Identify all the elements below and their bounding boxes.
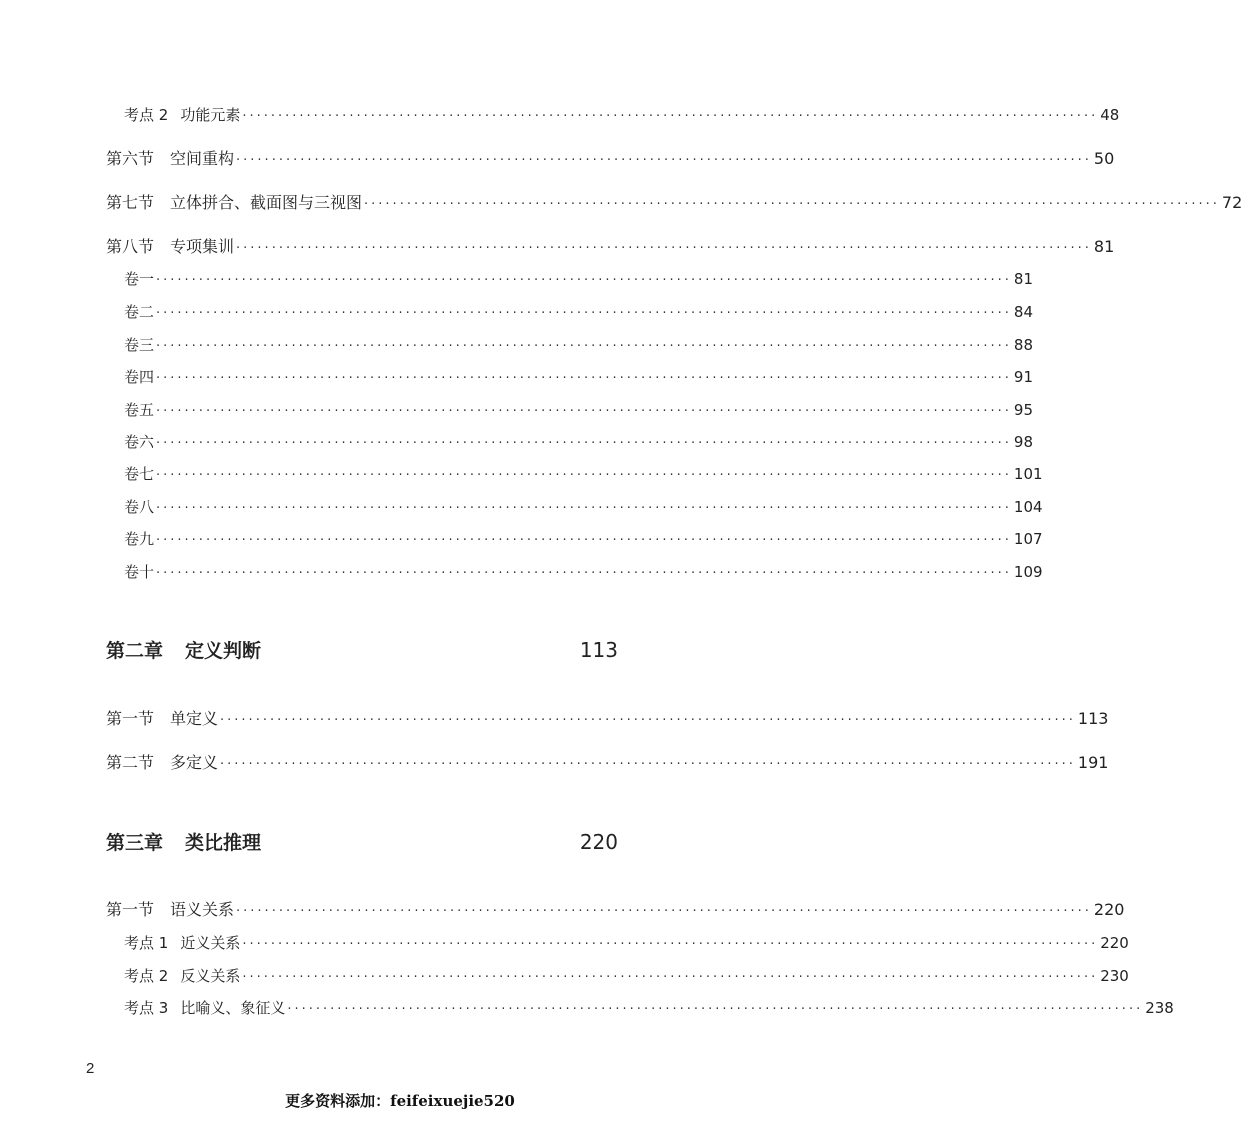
toc-entry-title: 卷四	[124, 368, 155, 386]
toc-entry-page: 238	[1145, 999, 1174, 1017]
toc-entry-label	[124, 561, 154, 582]
dot-leader: ························································································································	[156, 501, 1012, 516]
dot-leader: ························································································································	[156, 404, 1012, 419]
dot-leader: ························································································································	[242, 970, 1099, 985]
toc-entry-title: 多定义	[170, 753, 219, 772]
toc-entry-label	[124, 932, 240, 953]
toc-entry-title: 卷七	[124, 465, 155, 483]
dot-leader: ························································································································	[220, 713, 1076, 728]
toc-entry-page: 88	[1013, 336, 1033, 354]
toc-section[interactable]	[0, 190, 1242, 213]
toc-entry-page: 109	[1013, 563, 1043, 581]
toc-entry-page: 84	[1013, 303, 1033, 321]
toc-entry-label	[124, 463, 154, 484]
toc-entry-page: 50	[1093, 149, 1115, 168]
toc-entry-page: 91	[1013, 368, 1033, 386]
dot-leader: ························································································································	[236, 153, 1092, 168]
toc-subsection[interactable]	[0, 431, 1033, 452]
toc-entry-page: 191	[1077, 753, 1109, 772]
toc-entry-label	[124, 997, 285, 1018]
toc-entry-page: 220	[1100, 934, 1129, 952]
toc-entry-label	[124, 104, 240, 125]
toc-entry-title: 功能元素	[180, 106, 241, 124]
footer-note: 更多资料添加：feifeixuejie520	[285, 1092, 515, 1110]
toc-entry-number: 第一节	[106, 709, 155, 728]
toc-entry-page: 101	[1013, 465, 1043, 483]
toc-entry-label	[124, 366, 154, 387]
toc-entry-page: 72	[1221, 193, 1242, 212]
toc-entry-label	[106, 828, 261, 855]
toc-entry-number: 考点 1	[124, 934, 169, 952]
toc-entry-label	[106, 190, 362, 213]
toc-entry-number: 第八节	[106, 237, 155, 256]
toc-entry-label	[106, 706, 218, 729]
toc-subsection[interactable]	[0, 463, 1043, 484]
toc-entry-title: 卷五	[124, 401, 155, 419]
dot-leader: ························································································································	[156, 371, 1012, 386]
toc-entry-number: 考点 3	[124, 999, 169, 1017]
toc-entry-label	[124, 965, 240, 986]
dot-leader: ························································································································	[156, 436, 1012, 451]
toc-entry-page: 220	[579, 830, 618, 854]
toc-entry-label	[106, 234, 234, 257]
toc-entry-title: 立体拼合、截面图与三视图	[170, 193, 363, 212]
toc-entry-number: 第一节	[106, 900, 155, 919]
toc-subsection[interactable]	[0, 399, 1033, 420]
toc-entry-title: 卷十	[124, 563, 155, 581]
toc-entry-title: 卷一	[124, 270, 155, 288]
dot-leader: ························································································································	[220, 757, 1076, 772]
dot-leader: ························································································································	[287, 1002, 1144, 1017]
toc-entry-title: 卷二	[124, 303, 155, 321]
toc-entry-label	[106, 897, 234, 920]
toc-subsection[interactable]	[0, 561, 1043, 582]
toc-entry-number: 考点 2	[124, 106, 169, 124]
toc-entry-title: 比喻义、象征义	[180, 999, 286, 1017]
toc-entry-title: 空间重构	[170, 149, 235, 168]
toc-entry-page: 113	[1077, 709, 1109, 728]
dot-leader: ························································································································	[236, 241, 1092, 256]
toc-entry-page: 95	[1013, 401, 1033, 419]
dot-leader: ························································································································	[156, 273, 1012, 288]
dot-leader: ························································································································	[156, 339, 1012, 354]
toc-entry-title: 专项集训	[170, 237, 235, 256]
dot-leader: ························································································································	[242, 109, 1099, 124]
toc-section[interactable]	[0, 234, 1115, 257]
toc-entry-number: 考点 2	[124, 967, 169, 985]
toc-entry-number: 第六节	[106, 149, 155, 168]
toc-entry-page: 107	[1013, 530, 1043, 548]
toc-entry-label	[124, 431, 154, 452]
toc-entry-label	[124, 528, 154, 549]
toc-entry-title: 卷三	[124, 336, 155, 354]
toc-entry-label	[124, 268, 154, 289]
page-number: 2	[86, 1060, 95, 1077]
toc-entry-page: 104	[1013, 498, 1043, 516]
toc-entry-page: 98	[1013, 433, 1033, 451]
toc-entry-title: 卷八	[124, 498, 155, 516]
toc-subsection[interactable]	[0, 528, 1043, 549]
toc-subsection[interactable]	[0, 997, 1174, 1018]
dot-leader: ························································································································	[156, 533, 1012, 548]
toc-section[interactable]	[0, 706, 1109, 729]
toc-subsection[interactable]	[0, 334, 1033, 355]
toc-entry-number: 第三章	[106, 832, 164, 854]
toc-entry-page: 81	[1093, 237, 1115, 256]
toc-entry-title: 反义关系	[180, 967, 241, 985]
toc-subsection[interactable]	[0, 965, 1129, 986]
toc-entry-title: 单定义	[170, 709, 219, 728]
dot-leader: ························································································································	[236, 904, 1092, 919]
toc-subsection[interactable]	[0, 104, 1120, 125]
toc-entry-label	[124, 496, 154, 517]
toc-entry-title: 近义关系	[180, 934, 241, 952]
dot-leader: ························································································································	[242, 937, 1099, 952]
toc-entry-title: 卷六	[124, 433, 155, 451]
toc-entry-label	[106, 636, 261, 663]
toc-subsection[interactable]	[0, 366, 1033, 387]
toc-chapter[interactable]	[0, 828, 800, 855]
toc-entry-page: 113	[579, 638, 618, 662]
toc-entry-title: 类比推理	[185, 832, 262, 854]
toc-entry-page: 230	[1100, 967, 1129, 985]
toc-entry-label	[106, 146, 234, 169]
toc-entry-page: 81	[1013, 270, 1033, 288]
toc-subsection[interactable]	[0, 932, 1129, 953]
toc-entry-title: 语义关系	[170, 900, 235, 919]
toc-subsection[interactable]	[0, 301, 1033, 322]
toc-entry-title: 卷九	[124, 530, 155, 548]
dot-leader: ························································································································	[156, 306, 1012, 321]
toc-entry-number: 第七节	[106, 193, 155, 212]
toc-section[interactable]	[0, 750, 1109, 773]
toc-entry-label	[106, 750, 218, 773]
dot-leader: ························································································································	[156, 468, 1012, 483]
toc-subsection[interactable]	[0, 496, 1043, 517]
toc-entry-label	[124, 334, 154, 355]
toc-chapter[interactable]	[0, 636, 800, 663]
toc-section[interactable]	[0, 897, 1125, 920]
dot-leader: ························································································································	[156, 566, 1012, 581]
toc-entry-title: 定义判断	[185, 640, 262, 662]
toc-entry-number: 第二章	[106, 640, 164, 662]
toc-entry-label	[124, 301, 154, 322]
toc-entry-page: 220	[1093, 900, 1125, 919]
toc-section[interactable]	[0, 146, 1115, 169]
toc-entry-number: 第二节	[106, 753, 155, 772]
toc-subsection[interactable]	[0, 268, 1033, 289]
toc-entry-page: 48	[1100, 106, 1120, 124]
toc-entry-label	[124, 399, 154, 420]
dot-leader: ························································································································	[364, 197, 1220, 212]
